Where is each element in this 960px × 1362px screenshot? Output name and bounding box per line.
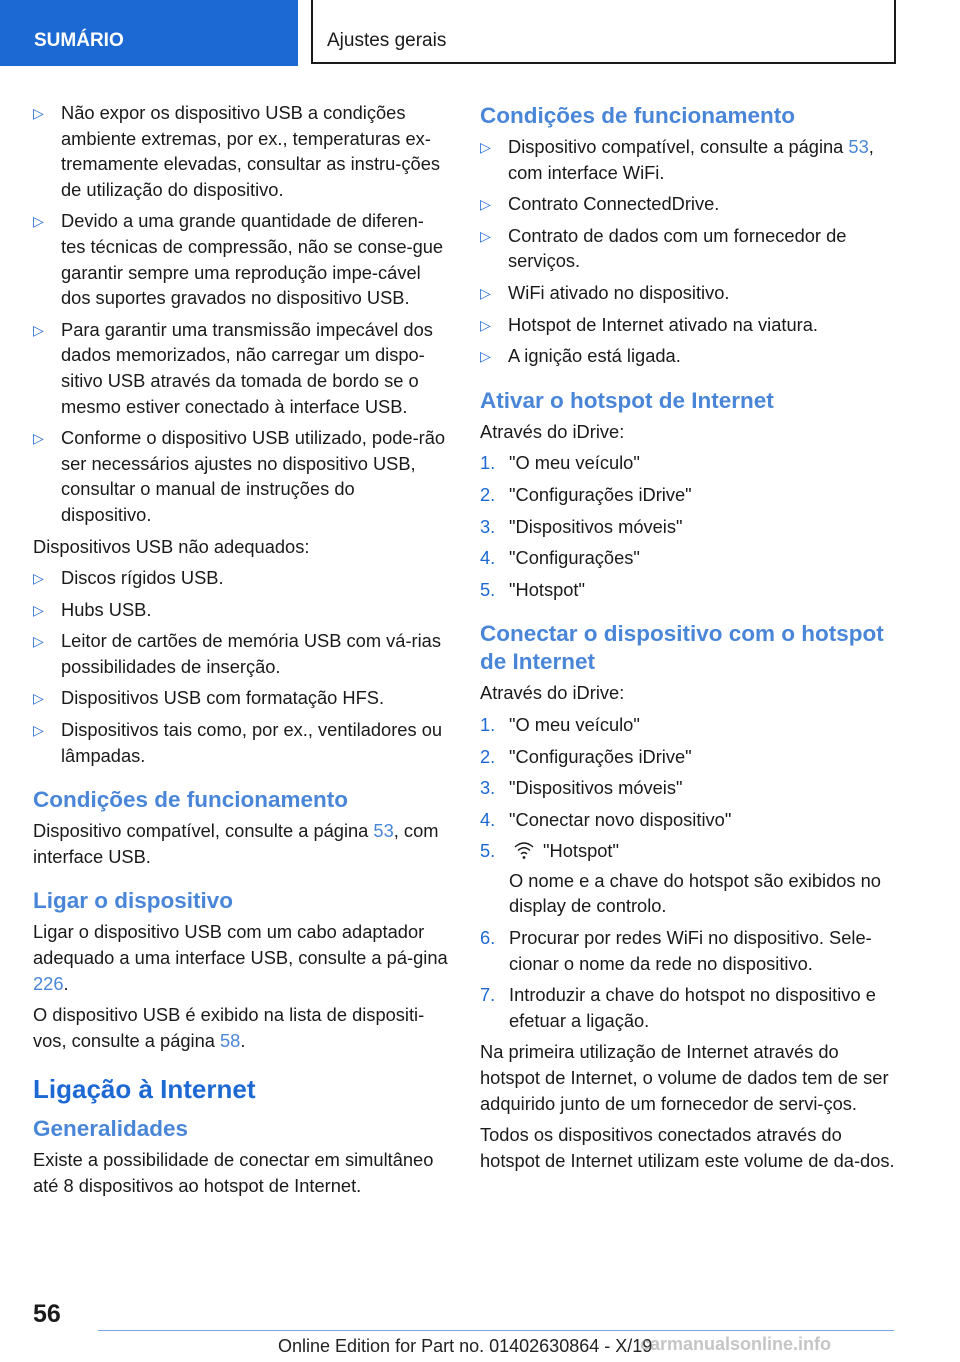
bullet-triangle-icon: ▷: [33, 690, 44, 707]
general-text: Existe a possibilidade de conectar em simultâneo até 8 dispositivos ao hotspot de Internet.: [33, 1149, 434, 1196]
list-item: ▷ Dispositivos tais como, por ex., ventiladores ou lâmpadas.: [33, 719, 443, 766]
heading-activate-hotspot: Ativar o hotspot de Internet: [480, 387, 774, 413]
bullet-triangle-icon: ▷: [33, 321, 44, 338]
page-link-226[interactable]: 226: [33, 972, 64, 994]
page-link-53[interactable]: 53: [373, 820, 394, 842]
list-item: ▷ Discos rígidos USB.: [33, 565, 448, 591]
top-bar: [0, 0, 960, 66]
device-shown-text: O dispositivo USB é exibido na lista de dispositi-vos, consulte a página 58.: [33, 1004, 425, 1051]
connect-device-text: Ligar o dispositivo USB com um cabo adaptador adequado a uma interface USB, consulte a pá-gina 226.: [33, 921, 448, 994]
first-use-text: Na primeira utilização de Internet através do hotspot de Internet, o volume de dados tem de ser adquirido junto de um fornecedor de servi-ços.: [480, 1041, 889, 1114]
bullet-triangle-icon: ▷: [33, 722, 44, 739]
step-item: 4. "Configurações": [480, 547, 640, 569]
right-column: [480, 100, 900, 1179]
step-item: 2. "Configurações iDrive": [480, 745, 692, 767]
step-item: 4. "Conectar novo dispositivo": [480, 808, 732, 830]
bullet-triangle-icon: ▷: [480, 316, 491, 333]
list-item: ▷ Devido a uma grande quantidade de diferen-tes técnicas de compressão, não se conse-gue garantir sempre uma reprodução impe-cável dos suportes gravados no dispositivo USB.: [33, 210, 444, 309]
step-note: O nome e a chave do hotspot são exibidos no display de controlo.: [509, 869, 881, 917]
list-item: ▷ A ignição está ligada.: [480, 343, 900, 369]
heading-operating-conditions-usb: Condições de funcionamento: [33, 787, 349, 813]
unsuitable-intro: Dispositivos USB não adequados:: [33, 535, 310, 557]
bullet-triangle-icon: ▷: [480, 196, 491, 213]
bullet-triangle-icon: ▷: [33, 633, 44, 650]
bullet-triangle-icon: ▷: [33, 570, 44, 587]
summary-tab[interactable]: SUMÁRIO: [0, 0, 298, 66]
via-idrive-text: Através do iDrive:: [480, 420, 625, 442]
page-number: 56: [33, 1300, 61, 1328]
watermark: carmanualsonline.info: [640, 1334, 832, 1354]
heading-connect-device: Ligar o dispositivo: [33, 888, 234, 914]
list-item: ▷ Conforme o dispositivo USB utilizado, pode-rão ser necessários ajustes no dispositivo USB, consultar o manual de instruções do dispositivo.: [33, 427, 446, 525]
footer-divider: [98, 1330, 894, 1331]
heading-general: Generalidades: [33, 1116, 189, 1142]
step-item: 1. "O meu veículo": [480, 452, 640, 474]
list-item: ▷ Não expor os dispositivo USB a condições ambiente extremas, por ex., temperaturas ex-tremamente elevadas, consultar as instru-ções de utilização do dispositivo.: [33, 102, 441, 200]
step-item: 2. "Configurações iDrive": [480, 483, 692, 505]
list-item: ▷ Leitor de cartões de memória USB com vá-rias possibilidades de inserção.: [33, 630, 441, 677]
heading-operating-conditions-wifi: Condições de funcionamento: [480, 103, 796, 128]
list-item: ▷ Para garantir uma transmissão impecável dos dados memorizados, não carregar um dispo-sitivo USB através da tomada de bordo se o mesmo estiver conectado à interface USB.: [33, 318, 433, 417]
bullet-triangle-icon: ▷: [33, 105, 44, 121]
edition-text: Online Edition for Part no. 01402630864 - X/19: [278, 1336, 653, 1356]
heading-connect-to-hotspot: Conectar o dispositivo com o hotspot de Internet: [480, 621, 884, 675]
bullet-triangle-icon: ▷: [480, 227, 491, 244]
left-column: [33, 100, 448, 1205]
list-item: ▷ Hubs USB.: [33, 597, 448, 623]
bullet-triangle-icon: ▷: [480, 284, 491, 301]
bullet-triangle-icon: ▷: [480, 348, 491, 365]
list-item: ▷ Contrato de dados com um fornecedor de serviços.: [480, 224, 847, 272]
page-link-53[interactable]: 53: [848, 136, 869, 157]
bullet-triangle-icon: ▷: [33, 601, 44, 618]
step-item: 3. "Dispositivos móveis": [480, 777, 683, 799]
bullet-triangle-icon: ▷: [480, 139, 491, 155]
page-link-58[interactable]: 58: [220, 1029, 241, 1051]
wifi-icon: [513, 840, 535, 860]
all-devices-text: Todos os dispositivos conectados através do hotspot de Internet utilizam este volume de da-dos.: [480, 1124, 895, 1171]
step-item: 5. "Hotspot": [480, 840, 619, 862]
bullet-triangle-icon: ▷: [33, 213, 44, 230]
via-idrive-text: Através do iDrive:: [480, 682, 625, 704]
step-item: 5. "Hotspot": [480, 578, 585, 600]
usb-conditions-text: Dispositivo compatível, consulte a página 53, com interface USB.: [33, 820, 439, 867]
step-item: 3. "Dispositivos móveis": [480, 515, 683, 537]
step-item: 7. Introduzir a chave do hotspot no dispositivo e efetuar a ligação.: [480, 984, 876, 1031]
heading-internet-connection: Ligação à Internet: [33, 1074, 256, 1105]
list-item: ▷ Dispositivo compatível, consulte a página 53, com interface WiFi.: [480, 136, 874, 183]
step-item: 6. Procurar por redes WiFi no dispositivo. Sele-cionar o nome da rede no dispositivo.: [480, 927, 872, 974]
list-item: ▷ Contrato ConnectedDrive.: [480, 191, 900, 217]
list-item: ▷ Dispositivos USB com formatação HFS.: [33, 685, 448, 711]
bullet-triangle-icon: ▷: [33, 430, 44, 447]
list-item: ▷ WiFi ativado no dispositivo.: [480, 280, 900, 306]
section-title: Ajustes gerais: [311, 0, 896, 64]
step-item: 1. "O meu veículo": [480, 713, 640, 735]
list-item: ▷ Hotspot de Internet ativado na viatura.: [480, 312, 900, 338]
